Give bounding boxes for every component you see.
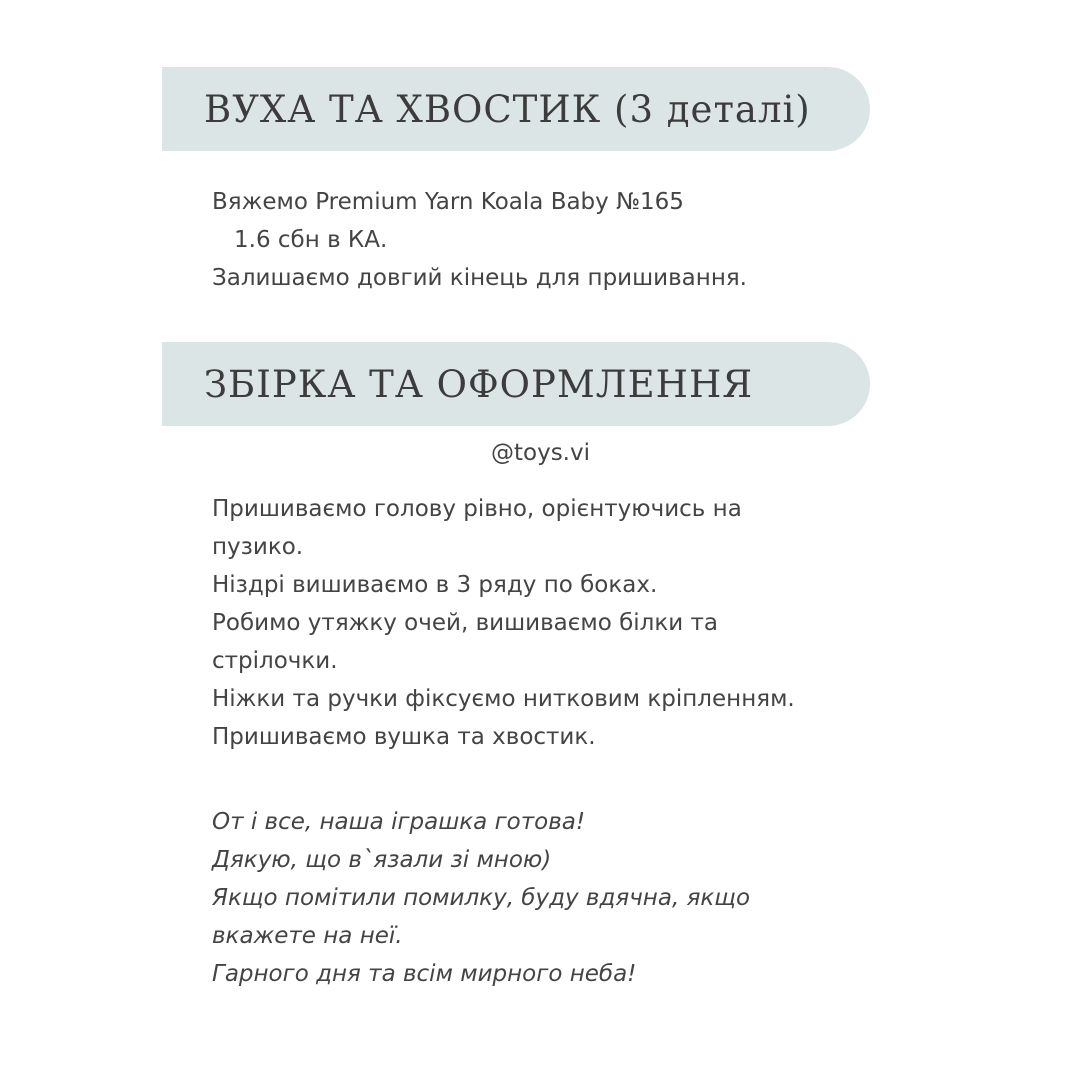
instruction-line: Ніжки та ручки фіксуємо нитковим кріпленням. — [212, 686, 795, 712]
section-title-assembly: ЗБІРКА ТА ОФОРМЛЕННЯ — [204, 362, 754, 406]
instruction-line: стрілочки. — [212, 648, 338, 674]
closing-line: Якщо помітили помилку, буду вдячна, якщо — [212, 885, 751, 911]
ears-tail-instructions — [212, 183, 747, 297]
closing-line: Дякую, що в`язали зі мною) — [212, 847, 552, 873]
closing-line: От і все, наша іграшка готова! — [212, 809, 586, 835]
instruction-line: Робимо утяжку очей, вишиваємо білки та — [212, 610, 718, 636]
closing-message — [212, 803, 750, 993]
section-title-ears-tail: ВУХА ТА ХВОСТИК (3 деталі) — [204, 87, 811, 131]
instruction-line: 1.6 сбн в КА. — [234, 227, 388, 253]
instruction-line: Вяжемо Premium Yarn Koala Baby №165 — [212, 189, 684, 215]
assembly-instructions — [212, 490, 795, 756]
closing-line: Гарного дня та всім мирного неба! — [212, 961, 637, 987]
instruction-line: Пришиваємо вушка та хвостик. — [212, 724, 596, 750]
closing-line: вкажете на неї. — [212, 923, 403, 949]
author-handle: @toys.vi — [491, 440, 590, 466]
instruction-line: Залишаємо довгий кінець для пришивання. — [212, 265, 747, 291]
instruction-line: Пришиваємо голову рівно, орієнтуючись на — [212, 496, 742, 522]
instruction-line: Ніздрі вишиваємо в 3 ряду по боках. — [212, 572, 658, 598]
section-banner-ears-tail — [162, 67, 870, 151]
section-banner-assembly — [162, 342, 870, 426]
instruction-line: пузико. — [212, 534, 304, 560]
